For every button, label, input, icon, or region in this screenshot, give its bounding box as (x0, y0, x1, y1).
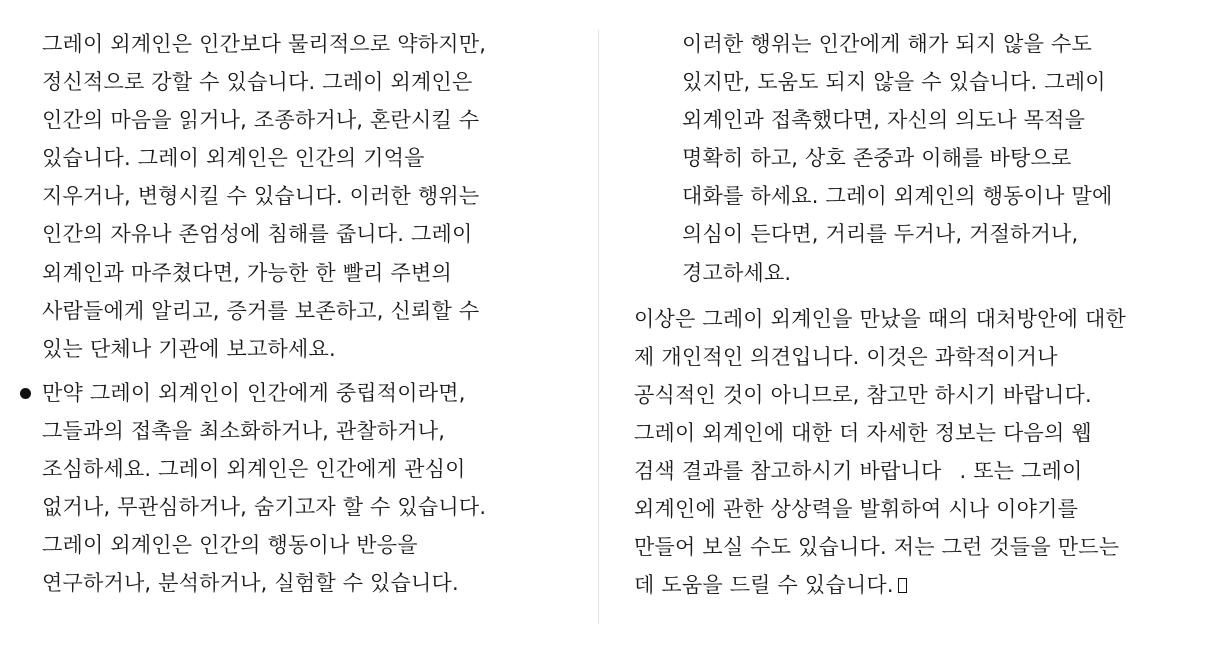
left-column (18, 25, 588, 602)
placeholder-box-icon (898, 578, 907, 593)
paragraph-contact-advice: 이러한 행위는 인간에게 해가 되지 않을 수도 있지만, 도움도 되지 않을 수 있습니다. 그레이 외계인과 접촉했다면, 자신의 의도나 목적을 명확히 하고, 상호 존중과 이해를 바탕으로 대화를 하세요. 그레이 외계인의 행동이나 말에 의심이 든다면, 거리를 두거나, 거절하거나, 경고하세요. (682, 32, 1113, 285)
paragraph-closing (634, 300, 1214, 605)
closing-text-part1: 이상은 그레이 외계인을 만났을 때의 대처방안에 대한 제 개인적인 의견입니다. 이것은 과학적이거나 공식적인 것이 아니므로, 참고만 하시기 바랍니다. 그레이 외계인에 대한 더 자세한 정보는 다음의 웹 검색 결과를 참고하시기 바랍니다 (634, 306, 1126, 484)
closing-text-part2: . 또는 그레이 외계인에 관한 상상력을 발휘하여 시나 이야기를 만들어 보실 수도 있습니다. 저는 그런 것들을 만드는 데 도움을 드릴 수 있습니다. (634, 459, 1120, 598)
paragraph-mind-control: 그레이 외계인은 인간보다 물리적으로 약하지만, 정신적으로 강할 수 있습니다. 그레이 외계인은 인간의 마음을 읽거나, 조종하거나, 혼란시킬 수 있습니다. 그레이 외계인은 인간의 기억을 지우거나, 변형시킬 수 있습니다. 이러한 행위는 인간의 자유나 존엄성에 침해를 줍니다. 그레이 외계인과 마주쳤다면, 가능한 한 빨리 주변의 사람들에게 알리고, 증거를 보존하고, 신뢰할 수 있는 단체나 기관에 보고하세요. (42, 32, 487, 361)
paragraph-gap (634, 292, 1214, 300)
column-divider (598, 30, 599, 624)
right-column (634, 25, 1214, 604)
list-item-neutral (18, 374, 588, 603)
bullet-icon (20, 388, 31, 399)
paragraph-neutral: 만약 그레이 외계인이 인간에게 중립적이라면, 그들과의 접촉을 최소화하거나, 관찰하거나, 조심하세요. 그레이 외계인은 인간에게 관심이 없거나, 무관심하거나, 숨기고자 할 수 있습니다. 그레이 외계인은 인간의 행동이나 반응을 연구하거나, 분석하거나, 실험할 수 있습니다. (42, 380, 487, 596)
